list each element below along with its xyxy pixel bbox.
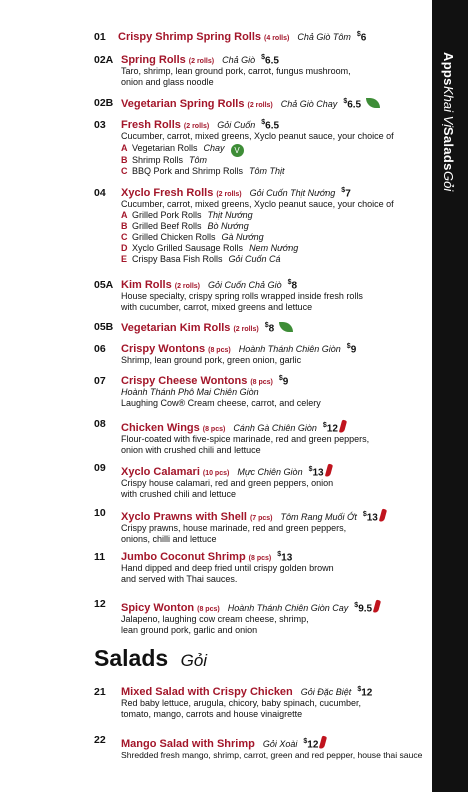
item-viet-name: Hoành Thánh Chiên Giòn (238, 344, 341, 355)
item-number: 22 (94, 734, 106, 746)
item-desc-line: with cucumber, carrot, mixed greens and lettuce (121, 302, 313, 313)
item-desc-line: tomato, mango, carrots and house vinaigrette (121, 709, 303, 720)
item-price: $13 (277, 551, 293, 564)
item-qty: (2 rolls) (216, 191, 242, 199)
menu-item-07 (95, 375, 425, 409)
item-number: 12 (94, 598, 106, 610)
item-viet-name: Gỏi Cuốn Chả Giò (208, 280, 282, 291)
menu-item-04 (95, 187, 425, 265)
item-desc-line: Cucumber, carrot, mixed greens, Xyclo peanut sauce, your choice of (121, 199, 394, 210)
item-qty: (7 pcs) (249, 515, 273, 522)
item-number: 02B (94, 97, 114, 109)
item-price: $6.5 (343, 97, 362, 110)
item-price: $13 (362, 510, 378, 523)
item-price: $8 (287, 279, 298, 292)
leaf-icon (279, 322, 293, 332)
item-viet-name: Hoành Thánh Phô Mai Chiên Giòn (121, 387, 259, 398)
item-desc-line: onion and glass noodle (121, 77, 214, 88)
item-price: $9 (278, 375, 289, 388)
item-qty: (8 pcs) (202, 426, 226, 433)
item-desc-line: Cucumber, carrot, mixed greens, Xyclo peanut sauce, your choice of (121, 131, 394, 142)
item-price: $8 (264, 321, 275, 334)
item-viet-name: Chả Giò (222, 55, 256, 66)
section-title-en: Salads (94, 645, 169, 671)
item-number: 10 (94, 507, 106, 519)
item-option: B Shrimp Rolls Tôm (121, 155, 208, 166)
item-price: $12 (303, 737, 319, 750)
item-price: $12 (357, 686, 373, 699)
item-desc-line: Flour-coated with five-spice marinade, red and green peppers, (121, 434, 370, 444)
menu-item-05a (95, 279, 425, 313)
item-name: Jumbo Coconut Shrimp (121, 551, 246, 564)
item-name: Mango Salad with Shrimp (121, 738, 255, 750)
section-sidebar (432, 0, 468, 792)
item-number: 08 (94, 418, 106, 430)
item-desc-line: Shredded fresh mango, shrimp, carrot, green and red pepper, house thai sauce (121, 750, 423, 760)
item-name: Kim Rolls (121, 279, 172, 292)
item-qty: (10 pcs) (202, 470, 230, 477)
item-qty: (8 pcs) (208, 347, 231, 355)
item-number: 05A (94, 279, 114, 291)
item-name: Xyclo Prawns with Shell (121, 511, 247, 523)
item-option: E Crispy Basa Fish Rolls Gỏi Cuốn Cá (121, 254, 281, 265)
menu-item-21 (95, 686, 425, 720)
sidebar-labels (441, 52, 456, 191)
item-name: Fresh Rolls (121, 119, 181, 132)
menu-item-06 (95, 343, 425, 366)
item-option: B Grilled Beef Rolls Bò Nướng (121, 221, 249, 232)
item-name: Mixed Salad with Crispy Chicken (121, 686, 293, 699)
menu-item-03 (95, 119, 425, 177)
item-price: $9.5 (354, 601, 373, 614)
item-number: 05B (94, 321, 114, 333)
item-desc-line: Crispy house calamari, red and green peppers, onion (121, 478, 334, 488)
item-desc-line: Crispy prawns, house marinade, red and green peppers, (121, 523, 347, 533)
item-desc-line: lean ground pork, garlic and onion (121, 625, 258, 635)
sidebar-salads[interactable]: Salads (441, 126, 456, 171)
item-name: Xyclo Calamari (121, 466, 200, 478)
item-name: Xyclo Fresh Rolls (121, 187, 214, 200)
item-desc-line: and served with Thai sauces. (121, 574, 238, 585)
item-desc-line: Red baby lettuce, arugula, chicory, baby spinach, cucumber, (121, 698, 361, 709)
item-qty: (2 rolls) (188, 58, 215, 66)
menu-item-05b (95, 321, 425, 334)
chili-icon (379, 509, 387, 523)
item-name: Vegetarian Kim Rolls (121, 322, 231, 334)
item-number: 21 (94, 686, 106, 698)
item-number: 11 (94, 551, 106, 563)
item-number: 02A (94, 54, 114, 66)
item-viet-name: Chả Giò Chay (280, 99, 338, 109)
item-viet-name: Gỏi Xoài (262, 739, 298, 749)
item-option: D Xyclo Grilled Sausage Rolls Nem Nướng (121, 243, 299, 254)
item-option: C Grilled Chicken Rolls Gà Nướng (121, 232, 264, 243)
menu-item-11 (95, 551, 425, 585)
item-option: C BBQ Pork and Shrimp Rolls Tôm Thịt (121, 166, 285, 177)
item-price: $6.5 (261, 119, 280, 132)
item-price: $7 (341, 187, 351, 200)
item-qty: (8 pcs) (197, 606, 220, 613)
item-viet-name: Gỏi Cuốn Thịt Nướng (249, 188, 336, 199)
menu-item-12 (95, 598, 425, 636)
sidebar-apps[interactable]: Apps (441, 52, 456, 86)
item-viet-name: Hoành Thánh Chiên Giòn Cay (227, 603, 349, 613)
item-price: $6 (356, 31, 367, 44)
item-name: Spicy Wonton (121, 602, 195, 614)
item-name: Crispy Wontons (121, 343, 206, 356)
item-desc-line: Jalapeno, laughing cow cream cheese, shrimp, (121, 614, 309, 624)
menu-item-08 (95, 418, 425, 456)
item-number: 07 (94, 375, 106, 387)
sidebar-salads-vi: Gỏi (441, 170, 456, 191)
item-viet-name: Gỏi Đặc Biệt (300, 687, 352, 698)
item-viet-name: Tôm Rang Muối Ớt (280, 512, 357, 522)
item-price: $6.5 (261, 54, 279, 67)
item-price: $9 (346, 343, 357, 356)
item-desc-line: Taro, shrimp, lean ground pork, carrot, fungus mushroom, (121, 66, 351, 77)
item-number: 03 (94, 119, 106, 131)
item-desc-line: Laughing Cow® Cream cheese, carrot, and celery (121, 398, 321, 409)
item-name: Spring Rolls (121, 54, 186, 67)
item-number: 09 (94, 462, 106, 474)
item-qty: (4 rolls) (264, 35, 290, 43)
leaf-icon (366, 98, 380, 108)
chili-icon (373, 600, 381, 614)
item-name: Crispy Shrimp Spring Rolls (118, 31, 262, 44)
menu-item-09 (95, 462, 425, 500)
menu-item-01 (95, 31, 425, 43)
item-viet-name: Cánh Gà Chiên Giòn (233, 423, 317, 433)
item-viet-name: Mực Chiên Giòn (237, 467, 303, 477)
item-qty: (2 rolls) (183, 123, 210, 131)
item-name: Crispy Cheese Wontons (121, 375, 248, 388)
item-qty: (2 rolls) (174, 283, 201, 291)
chili-icon (319, 736, 327, 750)
item-number: 06 (94, 343, 106, 355)
sidebar-apps-vi: Khai Vị (441, 85, 456, 127)
item-desc-line: Hand dipped and deep fried until crispy golden brown (121, 563, 334, 574)
item-qty: (2 rolls) (247, 102, 273, 109)
vegetarian-icon: V (231, 144, 244, 157)
item-desc-line: onions, chilli and lettuce (121, 534, 217, 544)
item-option: A Vegetarian Rolls Chay V (121, 142, 425, 155)
menu-item-02a (95, 54, 425, 88)
item-viet-name: Chả Giò Tôm (297, 32, 351, 43)
item-desc-line: with crushed chili and lettuce (121, 489, 237, 499)
section-title-vi: Gỏi (180, 651, 208, 670)
item-viet-name: Gỏi Cuốn (217, 120, 256, 131)
item-qty: (2 rolls) (233, 326, 259, 333)
item-name: Chicken Wings (121, 422, 200, 434)
item-qty: (8 pcs) (250, 379, 273, 387)
item-number: 04 (94, 187, 106, 199)
item-price: $12 (322, 421, 338, 434)
menu-item-02b (95, 97, 425, 110)
item-name: Vegetarian Spring Rolls (121, 98, 245, 110)
chili-icon (339, 420, 347, 434)
salads-section-title (94, 645, 207, 672)
item-desc-line: Shrimp, lean ground pork, green onion, garlic (121, 355, 302, 366)
item-qty: (8 pcs) (248, 555, 272, 563)
menu-item-22 (95, 734, 430, 761)
chili-icon (324, 464, 332, 478)
item-option: A Grilled Pork Rolls Thịt Nướng (121, 210, 253, 221)
item-desc-line: House specialty, crispy spring rolls wrapped inside fresh rolls (121, 291, 363, 302)
item-number: 01 (94, 31, 106, 43)
item-price: $13 (308, 465, 324, 478)
menu-item-10 (95, 507, 425, 545)
item-desc-line: onion with crushed chili and lettuce (121, 445, 261, 455)
